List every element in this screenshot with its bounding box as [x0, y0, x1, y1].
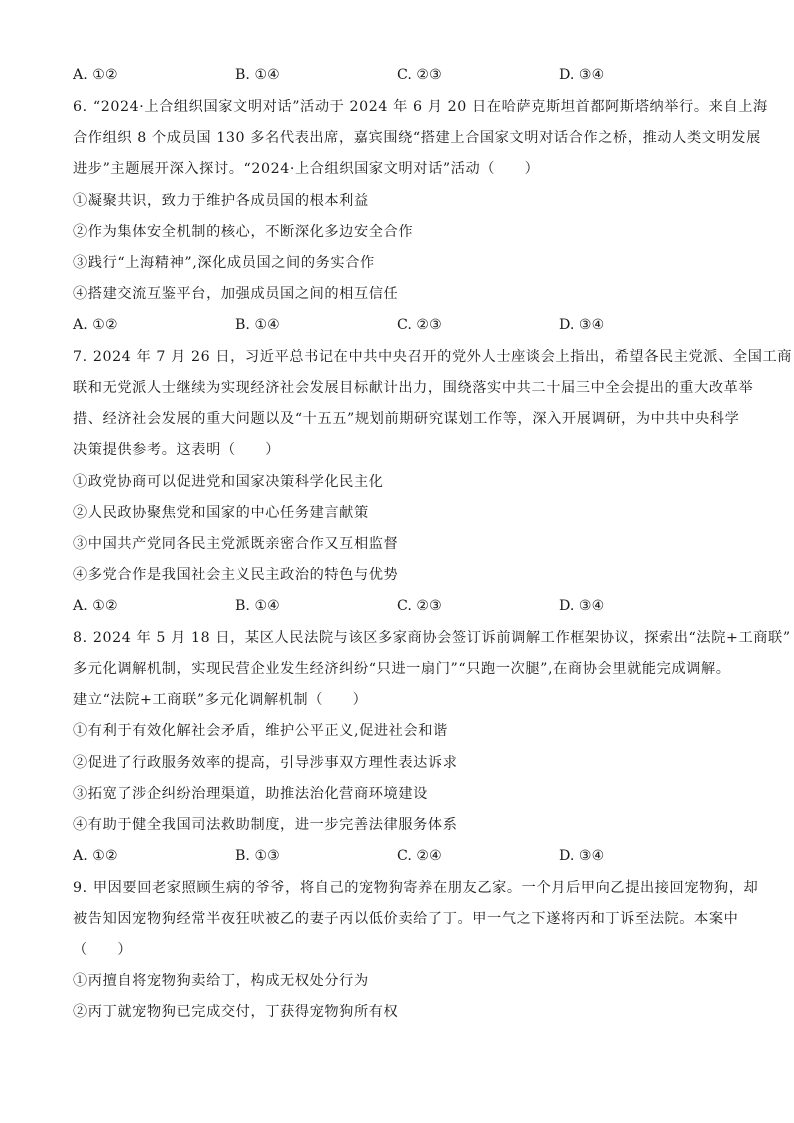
q5-option-d: D. ③④ — [559, 67, 605, 83]
q7-option-b: B. ①④ — [235, 598, 280, 614]
q6-stem-line: 6. “2024·上合组织国家文明对话”活动于 2024 年 6 月 20 日在哈萨克斯坦首都阿斯塔纳举行。来自上海 — [73, 99, 768, 115]
q8-option-d: D. ③④ — [559, 848, 605, 864]
q8-stem-line: 多元化调解机制，实现民营企业发生经济纠纷“只进一扇门”“只跑一次腿”,在商协会里就能完成调解。 — [73, 661, 731, 677]
q8-statement-4: ④有助于健全我国司法救助制度，进一步完善法律服务体系 — [73, 817, 458, 833]
q7-option-d: D. ③④ — [559, 598, 605, 614]
q7-option-c: C. ②③ — [397, 598, 442, 614]
q6-stem-line: 进步”主题展开深入探讨。“2024·上合组织国家文明对话”活动（ ） — [73, 161, 540, 177]
q8-statement-1: ①有利于有效化解社会矛盾，维护公平正义,促进社会和谐 — [73, 723, 448, 739]
q6-option-b: B. ①④ — [235, 317, 280, 333]
q6-option-c: C. ②③ — [397, 317, 442, 333]
q5-option-a: A. ①② — [73, 67, 118, 83]
q7-statement-2: ②人民政协聚焦党和国家的中心任务建言献策 — [73, 505, 369, 521]
q5-options — [73, 65, 733, 85]
q7-statement-1: ①政党协商可以促进党和国家决策科学化民主化 — [73, 474, 384, 490]
q7-stem-line: 联和无党派人士继续为实现经济社会发展目标献计出力，围绕落实中共二十届三中全会提出的重大改革举 — [73, 380, 754, 396]
q5-option-b: B. ①④ — [235, 67, 280, 83]
q8-option-c: C. ②④ — [397, 848, 442, 864]
q9-stem-line: 被告知因宠物狗经常半夜狂吠被乙的妻子丙以低价卖给了丁。甲一气之下遂将丙和丁诉至法院。本案中 — [73, 911, 739, 927]
q9-stem-line: （ ） — [73, 942, 133, 958]
q6-option-a: A. ①② — [73, 317, 118, 333]
q7-options — [73, 596, 733, 616]
q6-option-d: D. ③④ — [559, 317, 605, 333]
q9-statement-1: ①丙擅自将宠物狗卖给丁，构成无权处分行为 — [73, 973, 369, 989]
q9-stem-line: 9. 甲因要回老家照顾生病的爷爷，将自己的宠物狗寄养在朋友乙家。一个月后甲向乙提出接回宠物狗，却 — [73, 880, 759, 896]
q5-option-c: C. ②③ — [397, 67, 442, 83]
q7-option-a: A. ①② — [73, 598, 118, 614]
q6-options — [73, 315, 733, 335]
q7-stem-line: 决策提供参考。这表明（ ） — [73, 442, 281, 458]
q8-option-a: A. ①② — [73, 848, 118, 864]
q7-statement-4: ④多党合作是我国社会主义民主政治的特色与优势 — [73, 567, 399, 583]
q8-stem-line: 建立“法院+工商联”多元化调解机制（ ） — [73, 692, 368, 708]
q6-statement-3: ③践行“上海精神”,深化成员国之间的务实合作 — [73, 255, 375, 271]
q7-stem-line: 7. 2024 年 7 月 26 日，习近平总书记在中共中央召开的党外人士座谈会上指出，希望各民主党派、全国工商 — [73, 349, 793, 365]
q8-statement-3: ③拓宽了涉企纠纷治理渠道，助推法治化营商环境建设 — [73, 786, 428, 802]
q6-stem-line: 合作组织 8 个成员国 130 多名代表出席，嘉宾围绕“搭建上合国家文明对话合作之桥，推动人类文明发展 — [73, 130, 761, 146]
q8-stem-line: 8. 2024 年 5 月 18 日，某区人民法院与该区多家商协会签订诉前调解工作框架协议，探索出“法院+工商联” — [73, 630, 791, 646]
q6-statement-1: ①凝聚共识，致力于维护各成员国的根本利益 — [73, 193, 369, 209]
q6-statement-2: ②作为集体安全机制的核心，不断深化多边安全合作 — [73, 224, 414, 240]
q7-statement-3: ③中国共产党同各民主党派既亲密合作又互相监督 — [73, 536, 399, 552]
q6-statement-4: ④搭建交流互鉴平台，加强成员国之间的相互信任 — [73, 286, 399, 302]
q9-statement-2: ②丙丁就宠物狗已完成交付，丁获得宠物狗所有权 — [73, 1004, 399, 1020]
q8-option-b: B. ①③ — [235, 848, 280, 864]
q7-stem-line: 措、经济社会发展的重大问题以及“十五五”规划前期研究谋划工作等，深入开展调研，为中共中央科学 — [73, 411, 740, 427]
q8-statement-2: ②促进了行政服务效率的提高，引导涉事双方理性表达诉求 — [73, 755, 458, 771]
q8-options — [73, 846, 733, 866]
